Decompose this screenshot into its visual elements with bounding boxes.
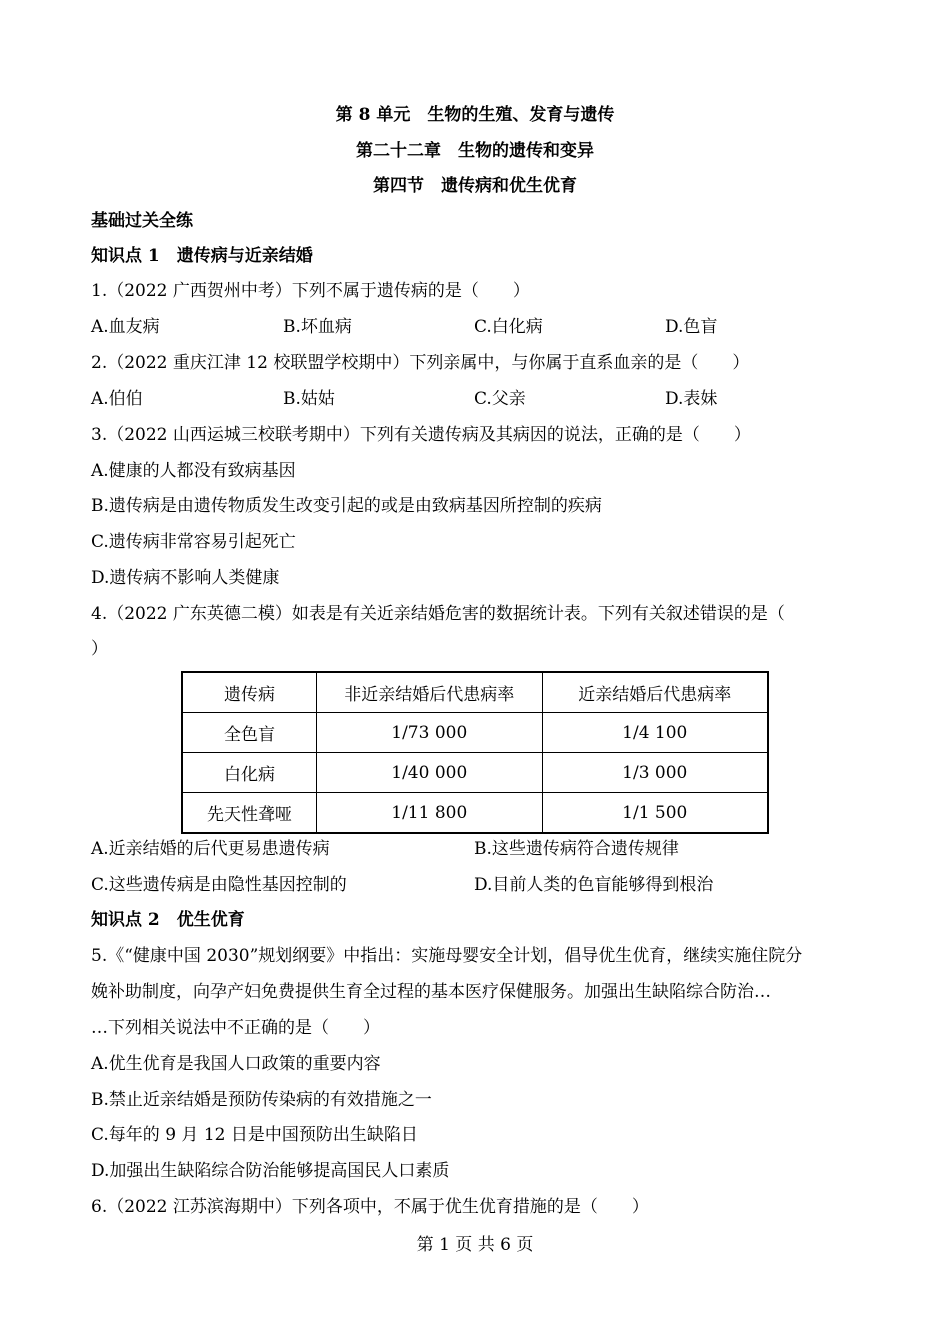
table-cell: 1/40 000 (317, 753, 542, 793)
question-6-stem: 6.（2022 江苏滨海期中）下列各项中，不属于优生优育措施的是（ ） (91, 1197, 649, 1217)
question-3-option-d: D.遗传病不影响人类健康 (91, 568, 280, 588)
table-cell: 全色盲 (182, 713, 317, 753)
question-4-option-c: C.这些遗传病是由隐性基因控制的 (91, 875, 347, 895)
table-header-cell: 近亲结婚后代患病率 (542, 672, 768, 713)
question-2-stem: 2.（2022 重庆江津 12 校联盟学校期中）下列亲属中，与你属于直系血亲的是（ ） (91, 353, 750, 373)
disease-rate-table (181, 671, 769, 834)
question-2-option-c: C.父亲 (474, 389, 526, 409)
question-1-option-b: B.坏血病 (283, 317, 352, 337)
question-3-option-a: A.健康的人都没有致病基因 (91, 461, 296, 481)
table-header-row (182, 672, 768, 713)
part-title: 基础过关全练 (91, 211, 193, 231)
table-row (182, 713, 768, 753)
question-4-option-b: B.这些遗传病符合遗传规律 (474, 839, 679, 859)
table-cell: 1/4 100 (542, 713, 768, 753)
question-5-stem-line-2: 娩补助制度，向孕产妇免费提供生育全过程的基本医疗保健服务。加强出生缺陷综合防治… (91, 982, 771, 1002)
question-3-option-b: B.遗传病是由遗传物质发生改变引起的或是由致病基因所控制的疾病 (91, 496, 602, 516)
knowledge-point-1-title: 知识点 1 遗传病与近亲结婚 (91, 246, 313, 266)
question-5-option-d: D.加强出生缺陷综合防治能够提高国民人口素质 (91, 1161, 450, 1181)
question-1-option-a: A.血友病 (91, 317, 160, 337)
question-4-stem-line-1: 4.（2022 广东英德二模）如表是有关近亲结婚危害的数据统计表。下列有关叙述错误的是（ (91, 604, 785, 624)
question-1-option-d: D.色盲 (665, 317, 718, 337)
question-5-stem-line-3: …下列相关说法中不正确的是（ ） (91, 1018, 380, 1038)
table-header-cell: 遗传病 (182, 672, 317, 713)
question-4-option-a: A.近亲结婚的后代更易患遗传病 (91, 839, 330, 859)
table-row (182, 793, 768, 834)
question-4-stem-line-2: ） (91, 639, 108, 659)
question-5-option-c: C.每年的 9 月 12 日是中国预防出生缺陷日 (91, 1125, 418, 1145)
table-cell: 白化病 (182, 753, 317, 793)
question-1-option-c: C.白化病 (474, 317, 543, 337)
question-4-option-d: D.目前人类的色盲能够得到根治 (474, 875, 714, 895)
question-2-option-d: D.表妹 (665, 389, 718, 409)
table-row (182, 753, 768, 793)
question-2-option-a: A.伯伯 (91, 389, 143, 409)
table-header-cell: 非近亲结婚后代患病率 (317, 672, 542, 713)
chapter-title: 第二十二章 生物的遗传和变异 (356, 141, 594, 161)
section-title: 第四节 遗传病和优生优育 (373, 176, 577, 196)
table-cell: 1/11 800 (317, 793, 542, 834)
question-5-option-a: A.优生优育是我国人口政策的重要内容 (91, 1054, 381, 1074)
question-3-option-c: C.遗传病非常容易引起死亡 (91, 532, 296, 552)
question-2-option-b: B.姑姑 (283, 389, 335, 409)
table-cell: 1/1 500 (542, 793, 768, 834)
table-cell: 1/73 000 (317, 713, 542, 753)
question-3-stem: 3.（2022 山西运城三校联考期中）下列有关遗传病及其病因的说法，正确的是（ ） (91, 425, 751, 445)
table-cell: 先天性聋哑 (182, 793, 317, 834)
question-5-stem-line-1: 5.《“健康中国 2030”规划纲要》中指出：实施母婴安全计划，倡导优生优育，继续实施住院分 (91, 946, 803, 966)
page-footer: 第 1 页 共 6 页 (416, 1235, 534, 1255)
knowledge-point-2-title: 知识点 2 优生优育 (91, 910, 245, 930)
question-5-option-b: B.禁止近亲结婚是预防传染病的有效措施之一 (91, 1090, 432, 1110)
unit-title: 第 8 单元 生物的生殖、发育与遗传 (335, 105, 615, 125)
table-cell: 1/3 000 (542, 753, 768, 793)
question-1-stem: 1.（2022 广西贺州中考）下列不属于遗传病的是（ ） (91, 281, 530, 301)
